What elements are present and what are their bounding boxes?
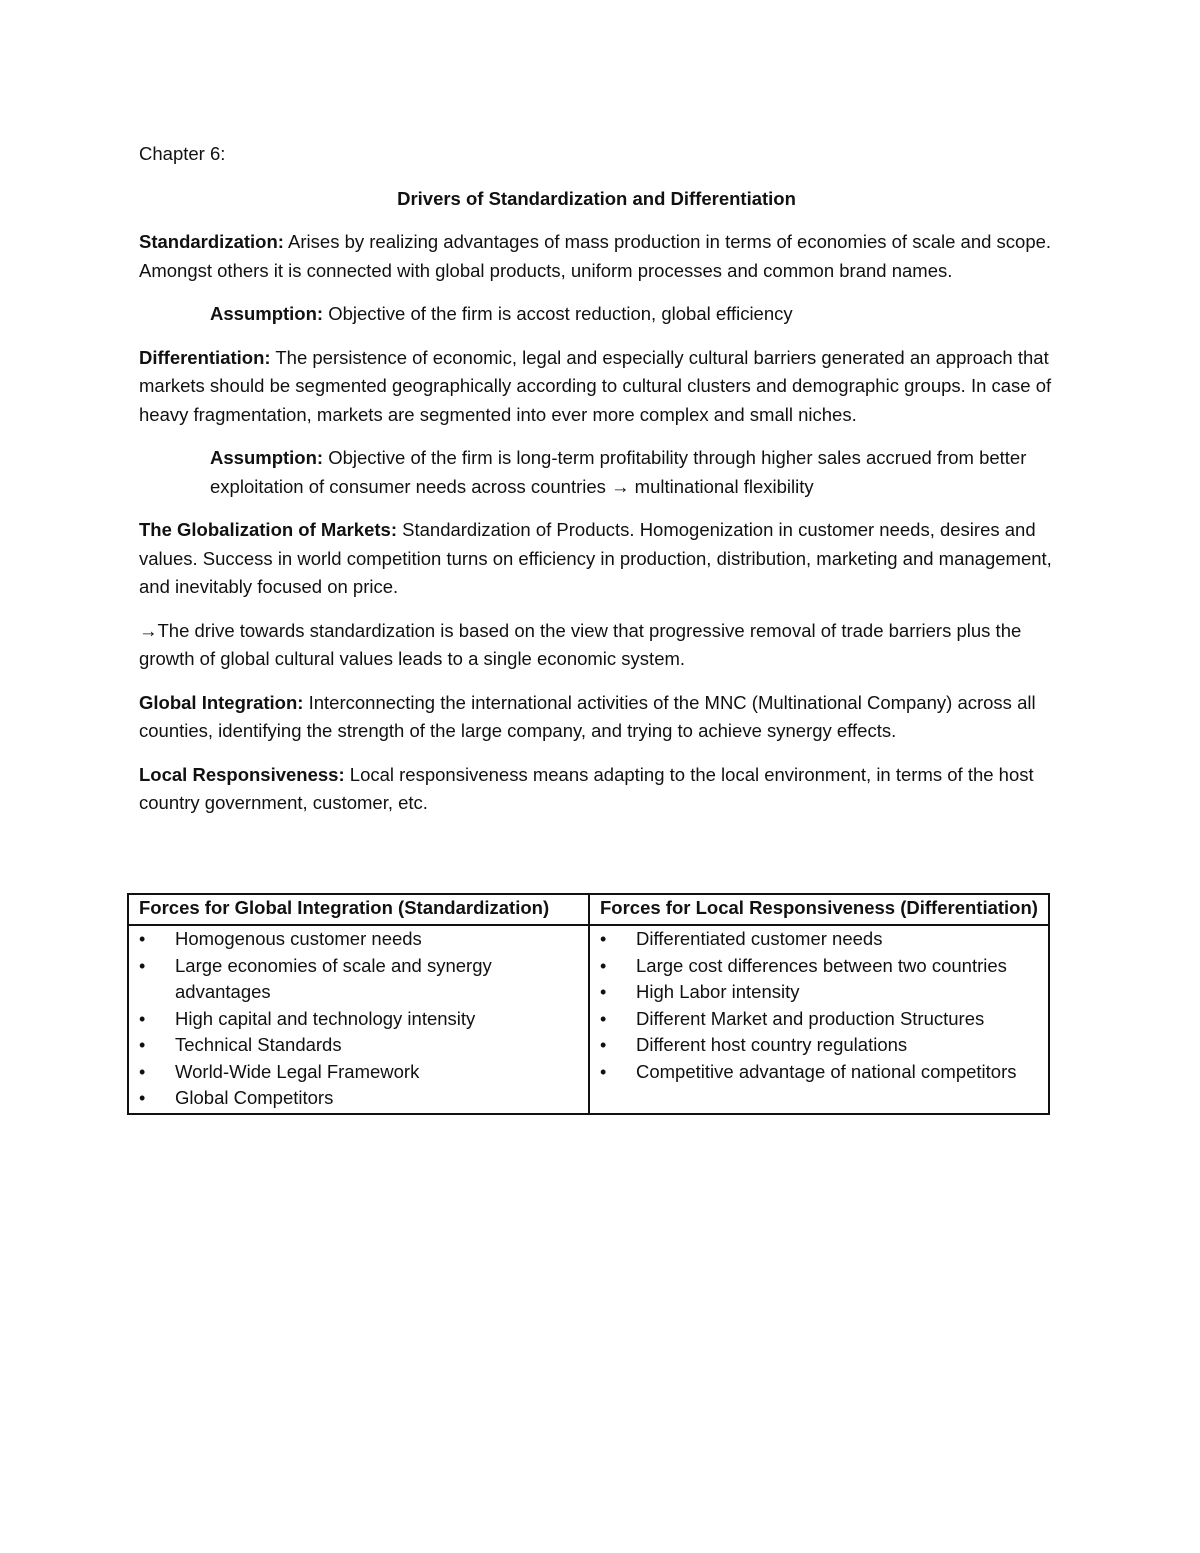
- local-responsiveness-paragraph: [139, 761, 1054, 818]
- bullet-icon: •: [600, 1061, 607, 1082]
- list-item-text: High capital and technology intensity: [175, 1007, 476, 1029]
- local-responsiveness-cell: [589, 925, 1049, 1114]
- assumption-text: Objective of the firm is accost reduction, global efficiency: [323, 303, 793, 324]
- list-item: [600, 953, 1038, 980]
- list-item: [139, 1059, 578, 1086]
- list-item-text: Large cost differences between two countries: [636, 954, 1007, 976]
- bullet-icon: •: [600, 929, 607, 949]
- bullet-icon: •: [139, 929, 146, 949]
- list-item-text: Homogenous customer needs: [175, 928, 422, 949]
- bullet-icon: •: [139, 955, 146, 976]
- list-item-text: Technical Standards: [175, 1034, 342, 1055]
- bullet-icon: •: [139, 1008, 146, 1029]
- bullet-icon: •: [600, 1035, 607, 1055]
- list-item: [600, 926, 1038, 953]
- bullet-icon: •: [139, 1035, 146, 1055]
- list-item: [139, 1032, 578, 1059]
- globalization-text: Standardization of Products. Homogenization in customer needs, desires and values. Success in world competition turns on efficiency in production, distribution, marketing and management, and inevitably focused on price.: [139, 519, 1052, 597]
- list-item-text: Global Competitors: [175, 1087, 334, 1108]
- global-integration-paragraph: [139, 689, 1054, 746]
- standardization-label: Standardization:: [139, 231, 284, 252]
- list-item: [139, 1085, 578, 1112]
- standardization-text: Arises by realizing advantages of mass production in terms of economies of scale and scope. Amongst others it is connected with global products, uniform processes and common brand names.: [139, 231, 1052, 281]
- table-row: [128, 925, 1049, 1114]
- chapter-heading: Chapter 6:: [139, 143, 226, 164]
- forces-table: [127, 893, 1050, 1115]
- list-item-text: Competitive advantage of national competitors: [636, 1060, 1017, 1082]
- header-global-integration: Forces for Global Integration (Standardization): [128, 894, 589, 925]
- assumption-text: Objective of the firm is long-term profitability through higher sales accrued from better exploitation of consumer needs across countries → multinational flexibility: [210, 447, 1027, 497]
- table-header-row: [128, 894, 1049, 925]
- list-item: [600, 979, 1038, 1006]
- list-item-text: World-Wide Legal Framework: [175, 1060, 420, 1082]
- list-item: [600, 1006, 1038, 1033]
- bullet-icon: •: [139, 1088, 146, 1108]
- globalization-label: The Globalization of Markets:: [139, 519, 397, 540]
- bullet-icon: •: [600, 982, 607, 1002]
- local-responsiveness-label: Local Responsiveness:: [139, 763, 345, 785]
- assumption-standardization-paragraph: [210, 300, 1054, 329]
- document-title: Drivers of Standardization and Differentiation: [397, 187, 796, 209]
- global-integration-cell: [128, 925, 589, 1114]
- header-local-responsiveness: Forces for Local Responsiveness (Differentiation): [589, 894, 1049, 925]
- assumption-label: Assumption:: [210, 303, 324, 324]
- bullet-icon: •: [139, 1061, 146, 1082]
- local-responsiveness-list: [600, 926, 1038, 1085]
- list-item: [139, 953, 578, 1006]
- standardization-paragraph: [139, 228, 1054, 285]
- list-item-text: Different Market and production Structures: [636, 1007, 985, 1029]
- list-item: [600, 1059, 1038, 1086]
- document-body: [139, 140, 1054, 833]
- list-item-text: Differentiated customer needs: [636, 928, 883, 949]
- differentiation-paragraph: [139, 344, 1054, 430]
- differentiation-text: The persistence of economic, legal and especially cultural barriers generated an approach that markets should be segmented geographically according to cultural clusters and demographic groups. In case of heavy fragmentation, markets are segmented into ever more complex and small niches.: [139, 346, 1052, 425]
- global-integration-text: Interconnecting the international activities of the MNC (Multinational Company) across all counties, identifying the strength of the large company, and trying to achieve synergy effects.: [139, 691, 1036, 741]
- list-item: [139, 1006, 578, 1033]
- assumption-label: Assumption:: [210, 447, 324, 468]
- list-item-text: High Labor intensity: [636, 981, 800, 1002]
- list-item: [600, 1032, 1038, 1059]
- global-integration-label: Global Integration:: [139, 691, 304, 713]
- bullet-icon: •: [600, 955, 607, 976]
- drive-paragraph: →The drive towards standardization is based on the view that progressive removal of trade barriers plus the growth of global cultural values leads to a single economic system.: [139, 619, 1022, 669]
- global-integration-list: [139, 926, 578, 1112]
- bullet-icon: •: [600, 1008, 607, 1029]
- list-item-text: Different host country regulations: [636, 1034, 908, 1055]
- local-responsiveness-text: Local responsiveness means adapting to the local environment, in terms of the host country government, customer, etc.: [139, 763, 1034, 813]
- list-item: [139, 926, 578, 953]
- differentiation-label: Differentiation:: [139, 346, 271, 368]
- list-item-text: Large economies of scale and synergy advantages: [175, 954, 492, 1002]
- globalization-paragraph: [139, 516, 1054, 602]
- assumption-differentiation-paragraph: [210, 444, 1054, 501]
